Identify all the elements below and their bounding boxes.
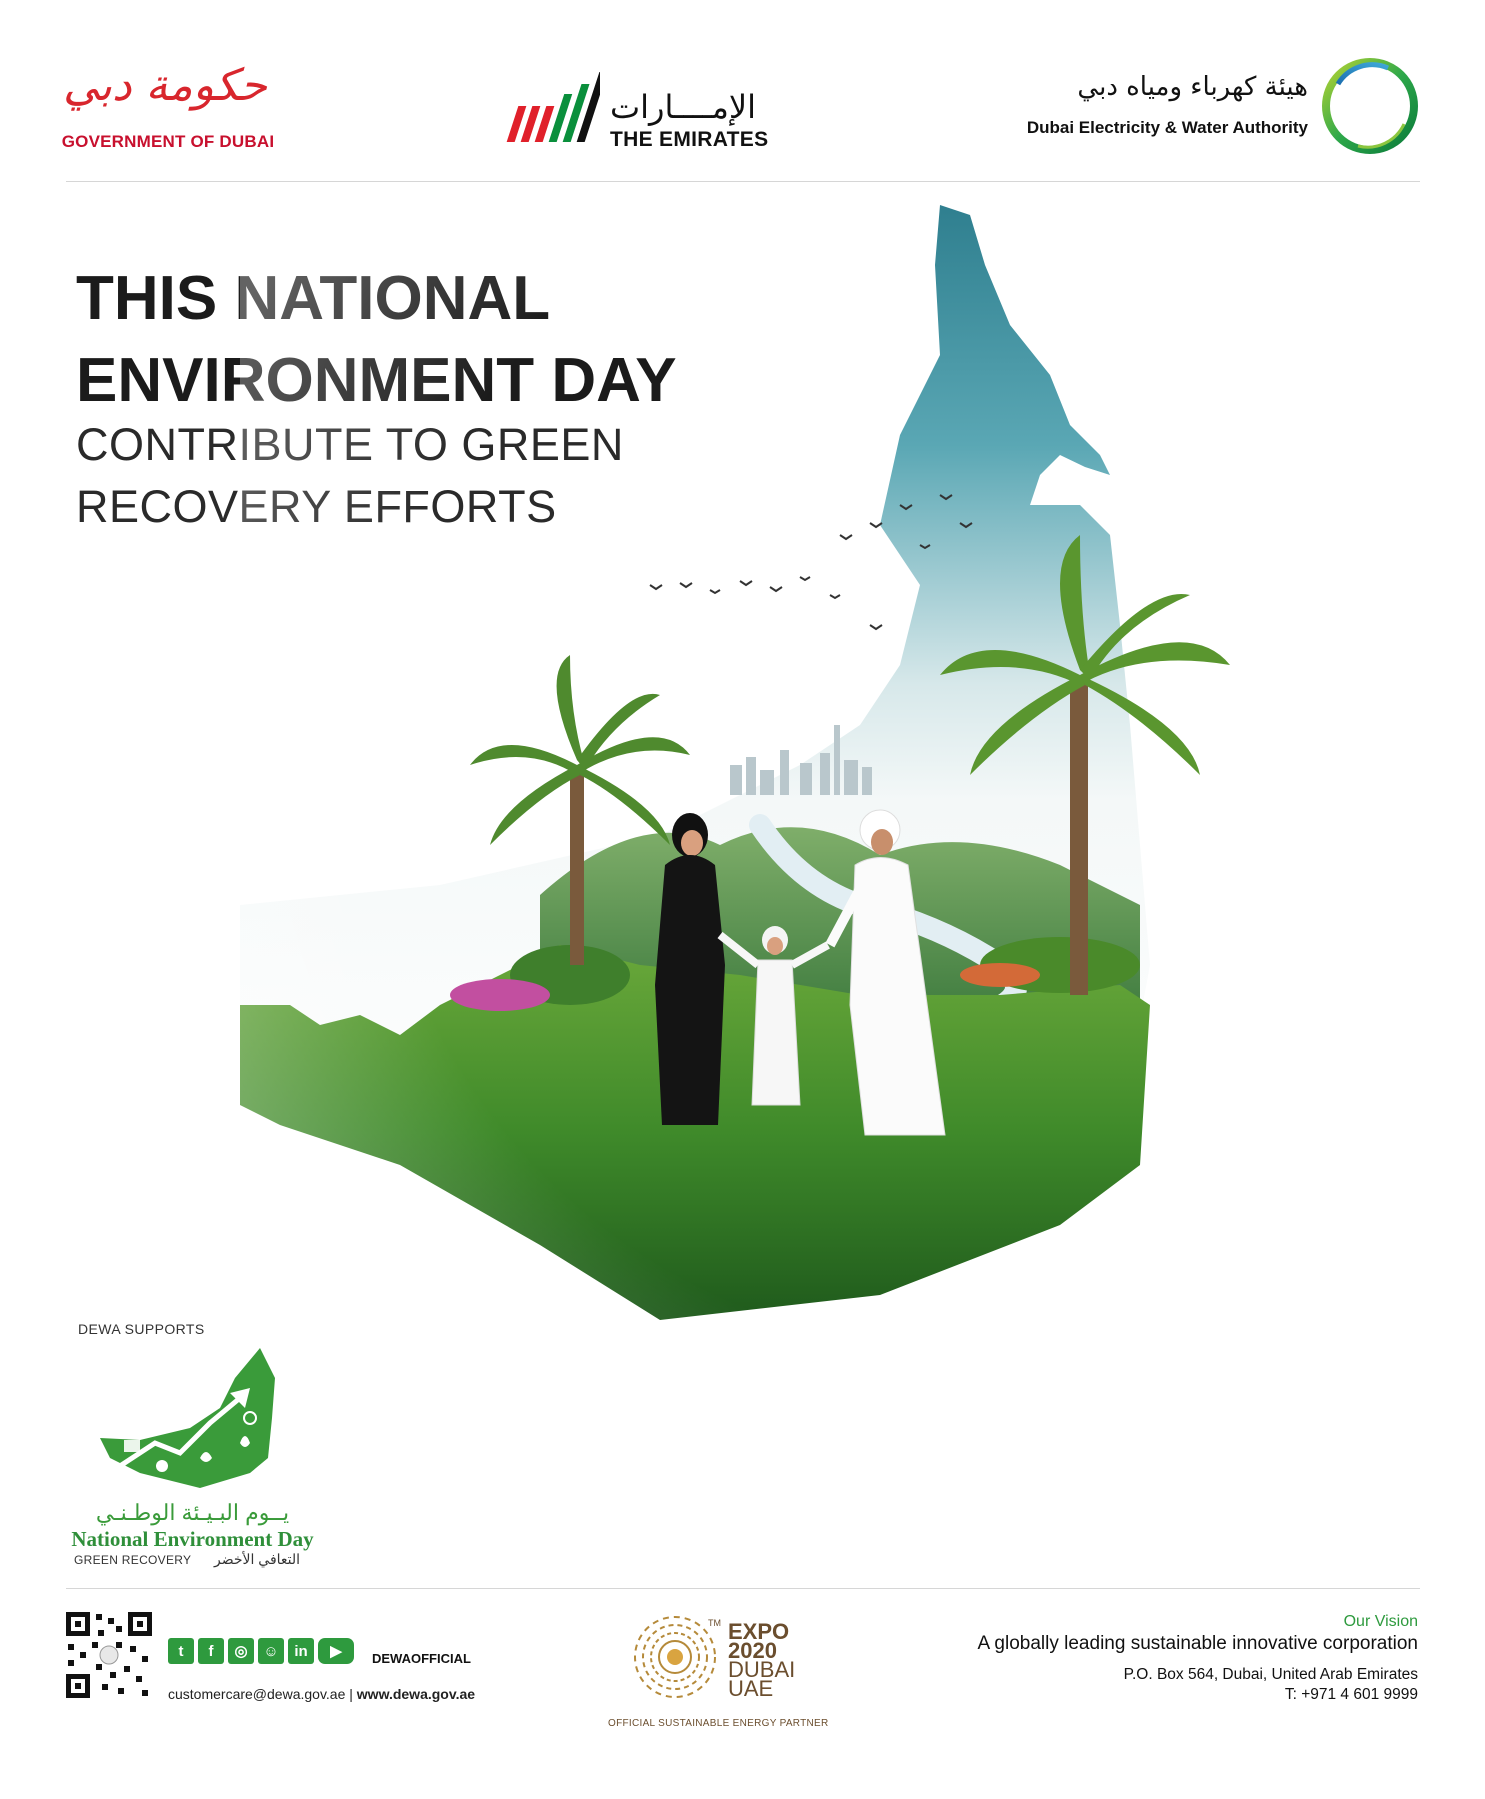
- subheadline-line-1: CONTRIBUTE TO GREEN: [76, 419, 624, 470]
- national-environment-day-logo: [100, 1348, 280, 1498]
- separator: |: [349, 1686, 357, 1702]
- expo-year: 2020: [728, 1638, 777, 1663]
- headline-line-2: ENVIRONMENT DAY: [76, 346, 677, 415]
- phone-number[interactable]: T: +971 4 601 9999: [1284, 1686, 1418, 1703]
- government-of-dubai-label: GOVERNMENT OF DUBAI: [61, 132, 275, 151]
- facebook-icon[interactable]: f: [198, 1638, 224, 1664]
- expo-trademark: TM: [708, 1618, 721, 1628]
- dewa-ring-logo: [1318, 54, 1422, 158]
- header-divider: [66, 181, 1420, 182]
- emirates-label: THE EMIRATES: [610, 128, 769, 151]
- youtube-icon[interactable]: ▶: [318, 1638, 354, 1664]
- postal-address: P.O. Box 564, Dubai, United Arab Emirates: [1123, 1666, 1418, 1683]
- expo-partner-label: OFFICIAL SUSTAINABLE ENERGY PARTNER: [608, 1718, 829, 1729]
- twitter-icon[interactable]: t: [168, 1638, 194, 1664]
- snapchat-icon[interactable]: ☺: [258, 1638, 284, 1664]
- national-environment-day-title: National Environment Day: [71, 1527, 314, 1551]
- social-handle[interactable]: DEWAOFFICIAL: [372, 1651, 471, 1666]
- government-of-dubai-arabic-logo: حكومة دبي: [63, 60, 267, 111]
- dewa-english-name: Dubai Electricity & Water Authority: [1026, 118, 1308, 137]
- dewa-supports-label: DEWA SUPPORTS: [78, 1321, 205, 1337]
- national-environment-day-arabic: يــوم البـيـئة الوطـنـي: [95, 1500, 290, 1525]
- dewa-arabic-name: هيئة كهرباء ومياه دبي: [1077, 72, 1308, 102]
- vision-label: Our Vision: [1343, 1613, 1418, 1630]
- expo-2020-logo-icon: [632, 1614, 718, 1700]
- emirates-flag-bars-icon: [500, 64, 600, 154]
- expo-city: DUBAI: [728, 1657, 796, 1682]
- emirates-arabic-logo: الإمــــارات: [610, 88, 756, 126]
- subheadline-line-2: RECOVERY EFFORTS: [76, 481, 557, 532]
- expo-2020-wordmark: [728, 1619, 796, 1701]
- instagram-icon[interactable]: ◎: [228, 1638, 254, 1664]
- footer-divider: [66, 1588, 1420, 1589]
- website-link[interactable]: www.dewa.gov.ae: [356, 1686, 476, 1702]
- green-recovery-arabic: التعافي الأخضر: [214, 1551, 301, 1567]
- expo-word: EXPO: [728, 1619, 790, 1644]
- contact-line: [168, 1686, 475, 1702]
- social-media-icons: [168, 1638, 354, 1664]
- uae-map-landscape-illustration: [240, 205, 1440, 1420]
- vision-statement: A globally leading sustainable innovative corporation: [977, 1633, 1418, 1654]
- linkedin-icon[interactable]: in: [288, 1638, 314, 1664]
- expo-country: UAE: [728, 1676, 774, 1701]
- email-link[interactable]: customercare@dewa.gov.ae: [168, 1686, 346, 1702]
- qr-code[interactable]: [66, 1612, 152, 1698]
- green-recovery-label: GREEN RECOVERY: [74, 1553, 192, 1567]
- headline-line-1: THIS NATIONAL: [76, 264, 551, 333]
